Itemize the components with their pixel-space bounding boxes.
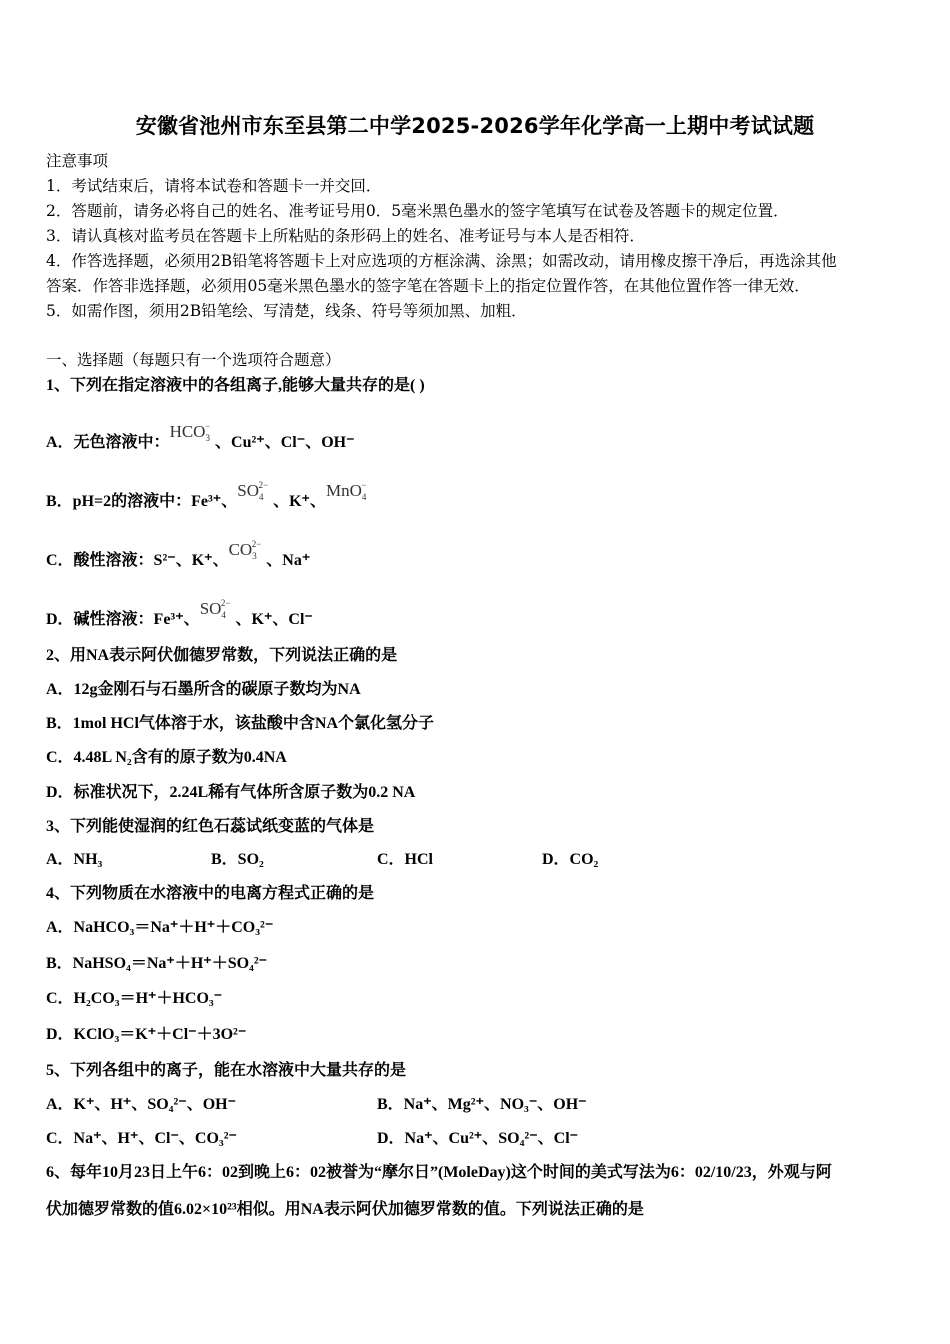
formula-base: SO	[237, 481, 259, 500]
formula-charge: 2−	[220, 598, 231, 608]
question-3-stem: 3、下列能使湿润的红色石蕊试纸变蓝的气体是	[46, 818, 375, 835]
question-2-option-a: A．12g金刚石与石墨所含的碳原子数均为NA	[46, 681, 361, 698]
notice-item: 5．如需作图，须用2B铅笔绘、写清楚，线条、符号等须加黑、加粗．	[46, 302, 527, 320]
question-2-option-b: B．1mol HCl气体溶于水，该盐酸中含NA个氯化氢分子	[46, 715, 435, 732]
formula-charge: −	[361, 480, 367, 490]
option-text: D．碱性溶液：Fe³⁺、	[46, 611, 200, 628]
notice-heading: 注意事项	[46, 152, 109, 170]
formula-subscript: 3	[252, 551, 257, 561]
page-title: 安徽省池州市东至县第二中学2025-2026学年化学高一上期中考试试题	[135, 114, 815, 138]
option-text: C．酸性溶液：S²⁻、K⁺、	[46, 552, 229, 569]
question-4-option-c: C．H₂CO₃＝H⁺＋HCO₃⁻	[46, 990, 223, 1007]
question-1-stem: 1、下列在指定溶液中的各组离子,能够大量共存的是( )	[46, 377, 425, 394]
question-5-stem: 5、下列各组中的离子，能在水溶液中大量共存的是	[46, 1062, 407, 1079]
question-5-option-b: B．Na⁺、Mg²⁺、NO₃⁻、OH⁻	[377, 1096, 587, 1113]
question-3-option-a: A．NH₃	[46, 851, 103, 868]
question-4-option-d: D．KClO₃＝K⁺＋Cl⁻＋3O²⁻	[46, 1026, 247, 1043]
option-text: 、Cu²⁺、Cl⁻、OH⁻	[215, 434, 355, 451]
question-4-stem: 4、下列物质在水溶液中的电离方程式正确的是	[46, 885, 375, 902]
notice-item: 答案．作答非选择题，必须用05毫米黑色墨水的签字笔在答题卡上的指定位置作答，在其他位置作答一律无效．	[46, 277, 810, 295]
question-3-option-d: D．CO₂	[542, 851, 599, 868]
formula-hco3	[170, 422, 215, 448]
question-3-option-c: C．HCl	[377, 851, 434, 868]
question-1-option-a	[46, 422, 355, 453]
question-4-option-b: B．NaHSO₄＝Na⁺＋H⁺＋SO₄²⁻	[46, 955, 268, 972]
question-2-stem: 2、用NA表示阿伏伽德罗常数，下列说法正确的是	[46, 647, 398, 664]
question-4-option-a: A．NaHCO₃＝Na⁺＋H⁺＋CO₃²⁻	[46, 919, 274, 936]
option-text: 、Na⁺	[266, 552, 311, 569]
formula-subscript: 4	[361, 492, 367, 502]
formula-subscript: 4	[221, 610, 226, 620]
option-text: 、K⁺、	[273, 493, 326, 510]
notice-item: 4．作答选择题，必须用2B铅笔将答题卡上对应选项的方框涂满、涂黑；如需改动，请用橡皮擦干净后，再选涂其他	[46, 252, 837, 270]
formula-base: MnO	[325, 481, 362, 500]
formula-base: CO	[228, 540, 253, 559]
formula-charge: −	[204, 421, 211, 431]
formula-so4	[200, 599, 236, 625]
question-1-option-d	[46, 599, 313, 630]
notice-item: 1．考试结束后，请将本试卷和答题卡一并交回．	[46, 177, 382, 195]
formula-co3	[229, 540, 267, 566]
option-text: A．无色溶液中：	[46, 434, 170, 451]
option-text: B．pH=2的溶液中：Fe³⁺、	[46, 493, 238, 510]
formula-charge: 2−	[258, 480, 269, 490]
section-heading: 一、选择题（每题只有一个选项符合题意）	[46, 351, 341, 369]
question-3-option-b: B．SO₂	[211, 851, 264, 868]
formula-so4	[237, 481, 273, 507]
formula-charge: 2−	[251, 539, 262, 549]
question-5-option-d: D．Na⁺、Cu²⁺、SO₄²⁻、Cl⁻	[377, 1130, 579, 1147]
question-1-option-c	[46, 540, 310, 571]
notice-item: 3．请认真核对监考员在答题卡上所粘贴的条形码上的姓名、准考证号与本人是否相符．	[46, 227, 645, 245]
question-6-stem-line1: 6、每年10月23日上午6：02到晚上6：02被誉为“摩尔日”(MoleDay)这个时间的美式写法为6：02/10/23，外观与阿	[46, 1164, 832, 1181]
question-2-option-d: D．标准状况下，2.24L稀有气体所含原子数为0.2 NA	[46, 784, 416, 801]
question-2-option-c: C．4.48L N₂含有的原子数为0.4NA	[46, 749, 287, 766]
formula-subscript: 4	[259, 492, 264, 502]
formula-mno4	[326, 481, 371, 507]
question-5-option-a: A．K⁺、H⁺、SO₄²⁻、OH⁻	[46, 1096, 237, 1113]
formula-base: HCO	[169, 422, 206, 441]
question-6-stem-line2: 伏加德罗常数的值6.02×10²³相似。用NA表示阿伏加德罗常数的值。下列说法正确的是	[46, 1201, 644, 1218]
question-1-option-b	[46, 481, 371, 512]
formula-subscript: 3	[205, 433, 210, 443]
notice-item: 2．答题前，请务必将自己的姓名、准考证号用0．5毫米黑色墨水的签字笔填写在试卷及答题卡的规定位置．	[46, 202, 789, 220]
option-text: 、K⁺、Cl⁻	[235, 611, 313, 628]
formula-base: SO	[199, 599, 222, 618]
question-5-option-c: C．Na⁺、H⁺、Cl⁻、CO₃²⁻	[46, 1130, 237, 1147]
